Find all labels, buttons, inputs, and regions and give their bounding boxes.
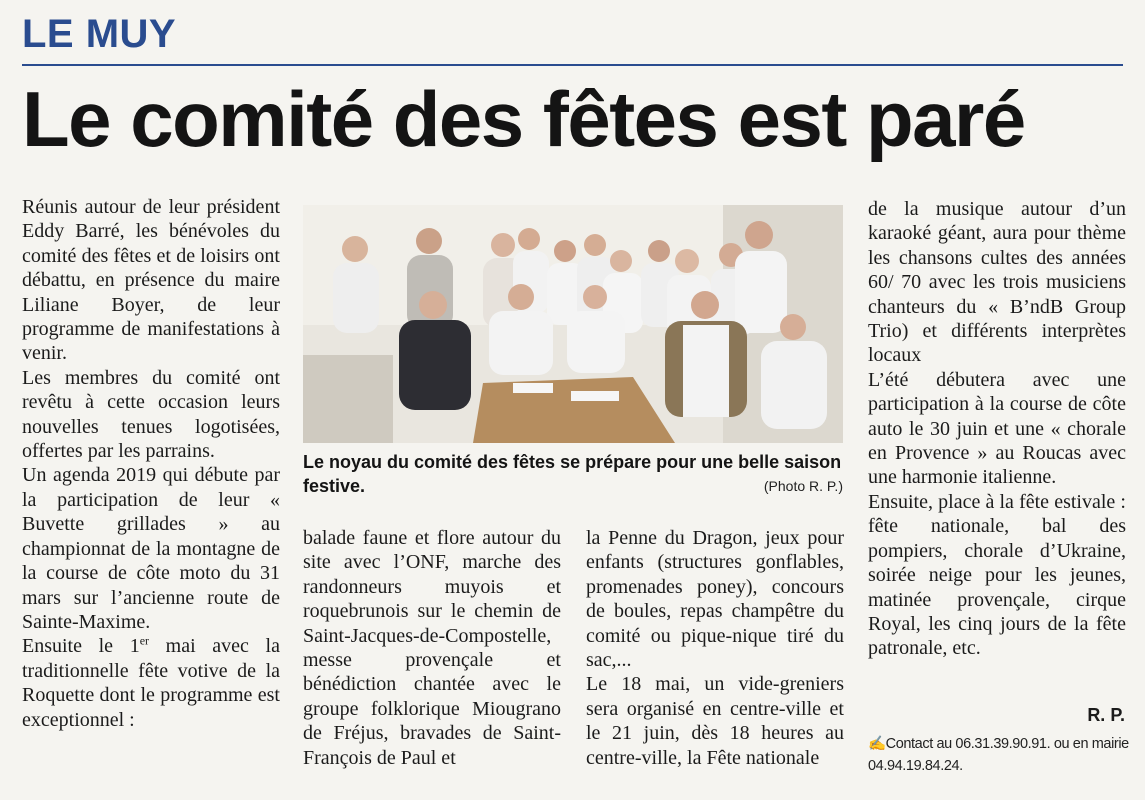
paragraph: Réunis autour de leur président Eddy Barré, les bénévoles du comité des fêtes et de loisirs ont débattu, en présence du maire Liliane Boyer, de leur programme de manifestations à venir.: [22, 196, 280, 365]
ordinal-suffix: er: [139, 633, 150, 648]
paragraph: Le 18 mai, un vide-greniers sera organisé en centre-ville et le 21 juin, dès 18 heures au centre-ville, la Fête nationale: [586, 673, 844, 769]
headline: Le comité des fêtes est paré: [22, 75, 1025, 163]
paragraph: la Penne du Dragon, jeux pour enfants (structures gonflables, promenades poney), concours de boules, repas champêtre du comité ou pique-nique tiré du sac,...: [586, 527, 844, 672]
contact-info: ✍Contact au 06.31.39.90.91. ou en mairie 04.94.19.84.24.: [868, 736, 1129, 774]
group-photo-illustration: [303, 205, 843, 443]
article-column-1: [22, 195, 280, 732]
paragraph: Ensuite, place à la fête estivale : fête nationale, bal des pompiers, chorale d’Ukraine, soirée neige pour les jeunes, matinée provençale, cirque Royal, les cinq jours de la fête patronale, etc.: [868, 490, 1126, 660]
section-kicker: LE MUY: [22, 12, 177, 56]
article-column-3: [586, 526, 844, 770]
paragraph: de la musique autour d’un karaoké géant, aura pour thème les chansons cultes des années 60/ 70 avec les trois musiciens chanteurs du « B’ndB Group Trio) et différents interprètes locaux: [868, 198, 1126, 367]
text-run: Ensuite le 1: [22, 635, 140, 658]
paragraph: L’été débutera avec une participation à la course de côte auto le 30 juin et une « chorale en Provence » au Roucas avec une harmonie italienne.: [868, 368, 1126, 489]
photo-credit: (Photo R. P.): [763, 478, 843, 494]
paragraph: balade faune et flore autour du site avec l’ONF, marche des randonneurs muyois et roquebrunois sur le chemin de Saint-Jacques-de-Compostelle, messe provençale et bénédiction chantée avec le groupe folklorique Miougrano de Fréjus, bravades de Saint-François de Paul et: [303, 527, 561, 769]
author-signature: R. P.: [1087, 705, 1125, 725]
paragraph: Un agenda 2019 qui débute par la participation de leur « Buvette grillades » au championnat de la montagne de la course de côte moto du 31 mars sur l’ancienne route de Sainte-Maxime.: [22, 464, 280, 633]
group-photo: [303, 205, 843, 443]
article-column-2: [303, 526, 561, 770]
paragraph: [22, 634, 280, 732]
section-rule: [22, 64, 1123, 66]
text-run: mai avec la traditionnelle fête votive de la Roquette dont le programme est exceptionnel :: [22, 635, 280, 731]
paragraph: Les membres du comité ont revêtu à cette occasion leurs nouvelles tenues logotisées, offertes par les parrains.: [22, 366, 280, 463]
photo-caption: Le noyau du comité des fêtes se prépare pour une belle saison festive.: [303, 452, 842, 496]
article-column-4: [868, 197, 1126, 661]
